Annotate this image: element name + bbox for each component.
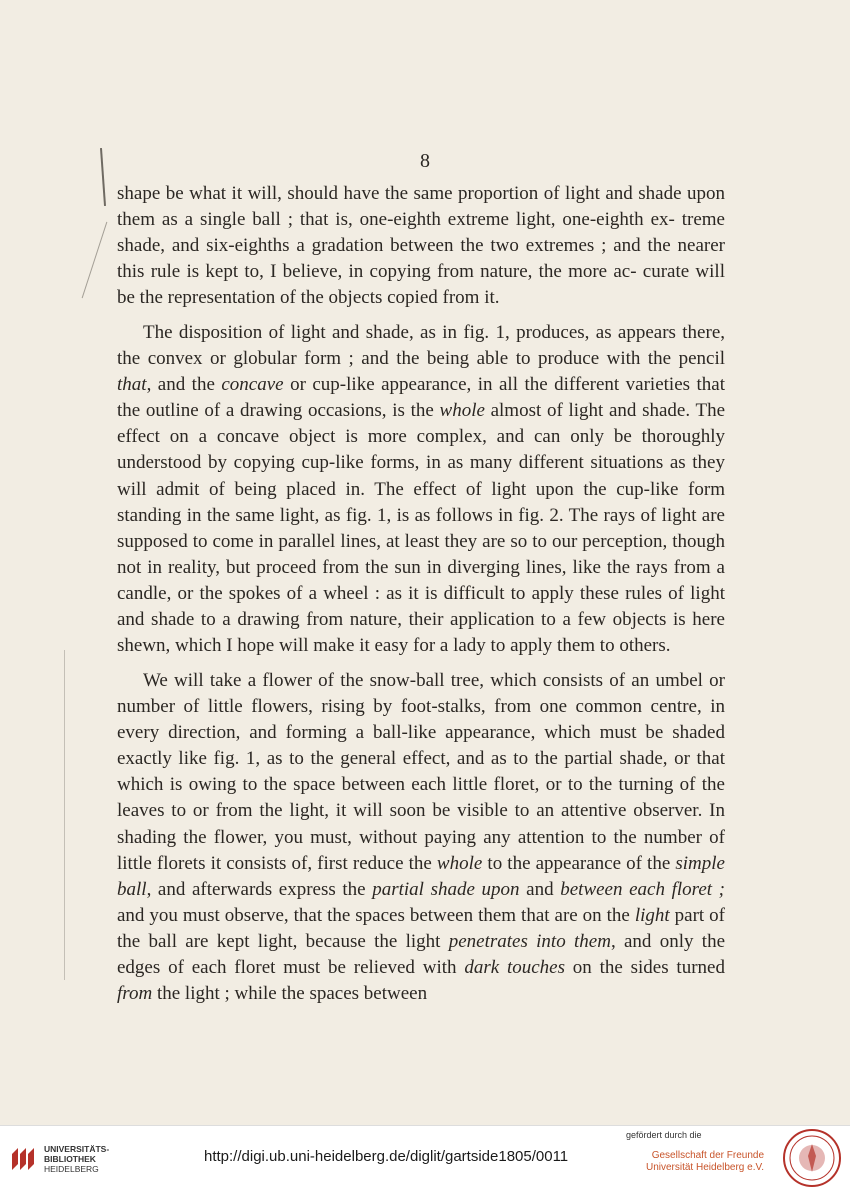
paragraph-2 (117, 320, 725, 659)
italic-run: penetrates into them (448, 930, 611, 952)
paragraph-text: shape be what it will, should have the same proportion of light and shade upon them as a single ball ; that is, one-eighth extreme light, one-eighth ex- treme shade, and six-eighths a gradation between the two extremes ; and the nearer this rule is kept to, I believe, in copying from nature, the more ac- curate will be the representation of the objects copied from it. (117, 183, 725, 309)
paragraph-1 (117, 181, 725, 311)
italic-run: concave (221, 374, 284, 396)
italic-run: from (117, 983, 153, 1005)
permalink-url[interactable]: http://digi.ub.uni-heidelberg.de/diglit/gartside1805/0011 (204, 1148, 569, 1165)
italic-run: simple ball (117, 852, 725, 900)
library-name (44, 1144, 109, 1174)
italic-run: between each floret ; (560, 878, 726, 900)
sponsor-org-line-2: Universität Heidelberg e.V. (645, 1162, 764, 1173)
viewer-footer (0, 1125, 850, 1190)
italic-run: whole (439, 400, 485, 422)
sponsor-org-line-1: Gesellschaft der Freunde (651, 1150, 764, 1161)
margin-pencil-mark (64, 650, 65, 980)
page-number: 8 (420, 150, 430, 172)
library-name-line-1: UNIVERSITÄTS- (44, 1144, 110, 1154)
italic-run: whole (436, 852, 483, 874)
sponsor-label: gefördert durch die (626, 1130, 702, 1140)
sponsor-credit (614, 1130, 764, 1174)
paragraph-3 (117, 668, 725, 1007)
library-city: HEIDELBERG (44, 1164, 99, 1174)
italic-run: light (634, 904, 670, 926)
italic-run: that (117, 374, 147, 396)
margin-pencil-mark (82, 222, 108, 298)
library-name-line-2: BIBLIOTHEK (44, 1154, 96, 1164)
university-seal-icon[interactable] (782, 1128, 842, 1188)
library-logo-icon (10, 1144, 38, 1172)
italic-run: dark touches (464, 957, 565, 979)
paragraph-text: The disposition of light and shade, as in fig. 1, produces, as appears there, the convex or globular form ; and the being able to produce with the pencil that, and the concave or cup-like appearance, in all the different varieties that the outline of a drawing occasions, is the whole almost of light and shade. The effect on a concave object is more complex, and can only be thoroughly understood by copying cup-like forms, in as many different situations as they will admit of being placed in. The effect of light upon the cup-like form standing in the same light, as fig. 1, is as follows in fig. 2. The rays of light are supposed to come in parallel lines, at least they are so to our perception, though not in reality, but proceed from the sun in diverging lines, like the rays from a candle, or the spokes of a wheel : as it is difficult to apply these rules of light and shade to a drawing from nature, their application to a few objects is here shewn, which I hope will make it easy for a lady to apply them to others. (117, 322, 725, 657)
library-logo[interactable] (10, 1136, 150, 1182)
paragraph-text: We will take a flower of the snow-ball tree, which consists of an umbel or number of little flowers, rising by foot-stalks, from one common centre, in every direction, and forming a ball-like appearance, which must be shaded exactly like fig. 1, as to the general effect, and as to the partial shade, or that which is owing to the space between each little floret, or to the turning of the leaves to or from the light, it will soon be visible to an attentive observer. In shading the flower, you must, without paying any attention to the number of little florets it consists of, first reduce the whole to the appearance of the simple ball, and afterwards express the partial shade upon and between each floret ; and you must observe, that the spaces between them that are on the light part of the ball are kept light, because the light penetrates into them, and only the edges of each floret must be relieved with dark touches on the sides turned from the light ; while the spaces between (117, 670, 726, 1005)
italic-run: partial shade upon (372, 878, 520, 900)
